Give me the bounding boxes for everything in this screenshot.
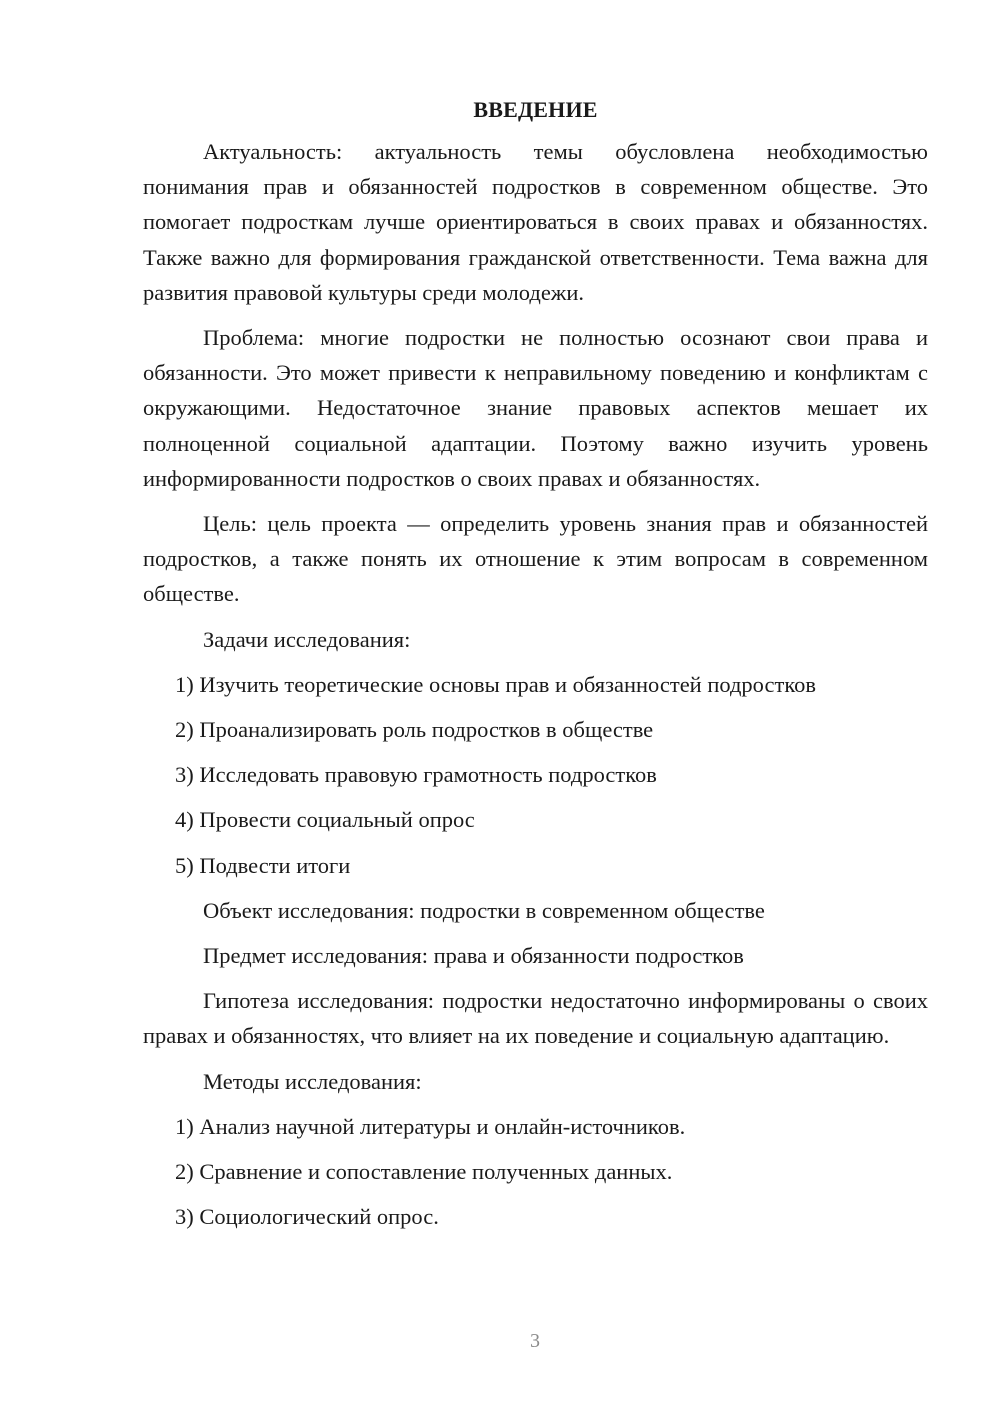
page-number: 3 [530, 1330, 540, 1352]
task-item: 3) Исследовать правовую грамотность подростков [175, 762, 657, 788]
research-object: Объект исследования: подростки в современном обществе [203, 897, 765, 923]
method-item: 3) Социологический опрос. [175, 1204, 439, 1230]
task-item: 5) Подвести итоги [175, 852, 351, 878]
task-item: 4) Провести социальный опрос [175, 807, 475, 833]
document-page [143, 92, 928, 1244]
problem-paragraph: Проблема: многие подростки не полностью осознают свои права и обязанности. Это может привести к неправильному поведению и конфликтам с окружающими. Недостаточное знание правовых аспектов мешает их полноценной социальной адаптации. Поэтому важно изучить уровень информированности подростков о своих правах и обязанностях. [143, 325, 928, 491]
task-item: 2) Проанализировать роль подростков в обществе [175, 717, 654, 743]
research-subject: Предмет исследования: права и обязанности подростков [203, 943, 744, 969]
tasks-heading: Задачи исследования: [203, 626, 411, 652]
task-item: 1) Изучить теоретические основы прав и обязанностей подростков [175, 671, 816, 697]
method-item: 1) Анализ научной литературы и онлайн-источников. [175, 1113, 686, 1139]
relevance-paragraph: Актуальность: актуальность темы обусловлена необходимостью понимания прав и обязанностей подростков в современном обществе. Это помогает подросткам лучше ориентироваться в своих правах и обязанностях. Также важно для формирования гражданской ответственности. Тема важна для развития правовой культуры среди молодежи. [143, 139, 928, 305]
hypothesis-paragraph: Гипотеза исследования: подростки недостаточно информированы о своих правах и обязанностях, что влияет на их поведение и социальную адаптацию. [143, 988, 928, 1049]
method-item: 2) Сравнение и сопоставление полученных данных. [175, 1159, 673, 1185]
section-title: ВВЕДЕНИЕ [473, 97, 598, 122]
goal-paragraph: Цель: цель проекта — определить уровень знания прав и обязанностей подростков, а также понять их отношение к этим вопросам в современном обществе. [143, 511, 928, 607]
methods-heading: Методы исследования: [203, 1068, 422, 1094]
